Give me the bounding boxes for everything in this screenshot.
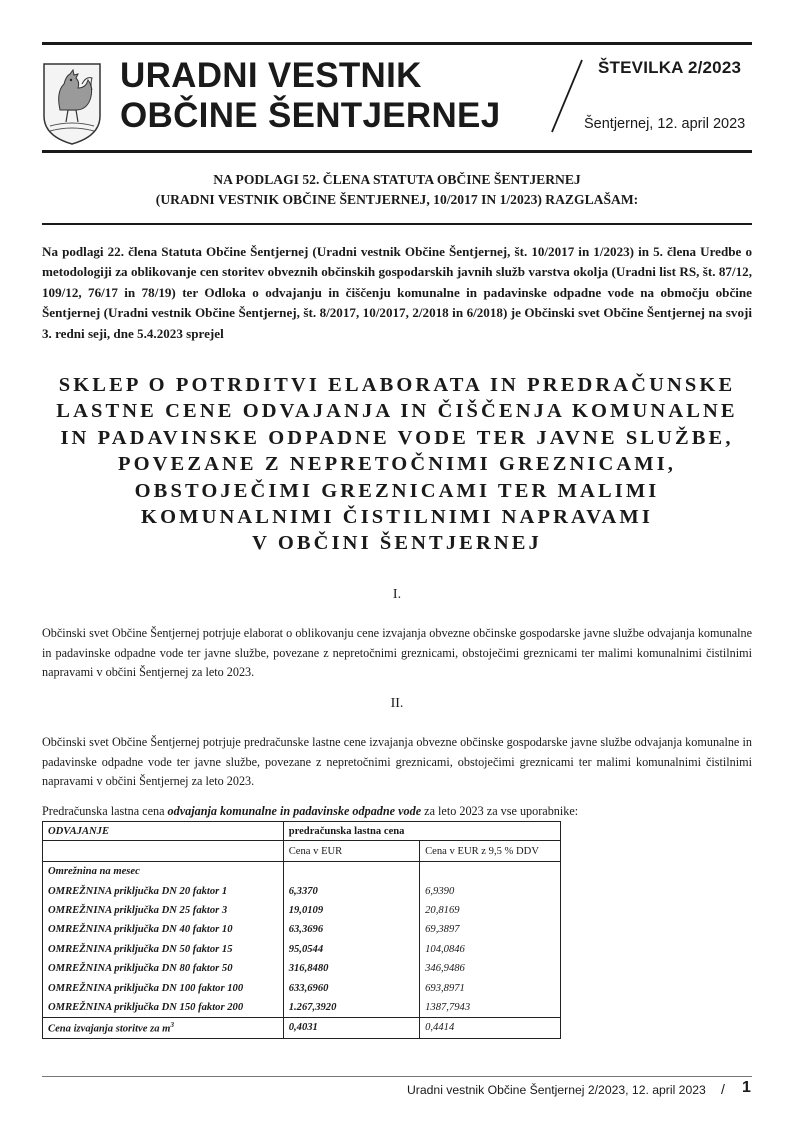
section-number-1: I.: [392, 587, 402, 602]
price-eur-vat: 346,9486: [420, 959, 561, 978]
footer-separator: /: [721, 1081, 725, 1097]
masthead-divider: [548, 58, 588, 134]
price-eur: 316,8480: [283, 959, 419, 978]
service-label-sup: 3: [170, 1021, 174, 1030]
decree-title-line: SKLEP O POTRDITVI ELABORATA IN PREDRAČUNSKE: [58, 374, 736, 396]
price-table: [42, 821, 561, 1039]
coat-of-arms-icon: [42, 62, 102, 146]
publication-title-line1: URADNI VESTNIK: [120, 56, 422, 95]
section-1-text: Občinski svet Občine Šentjernej potrjuje elaborat o oblikovanju cene izvajanja obvezne občinske gospodarske javne službe odvajanja komunalne in padavinske odpadne vode ter javne službe, povezane z nepretočnimi greznicami, obstoječimi greznicami ter malimi komunalnimi čistilnimi napravami v občini Šentjernej za leto 2023.: [42, 626, 752, 680]
decree-title: [42, 372, 752, 557]
price-eur-vat: 69,3897: [420, 920, 561, 939]
price-eur: 0,4031: [283, 1018, 419, 1038]
price-eur-vat: 693,8971: [420, 978, 561, 997]
table-header-group: predračunska lastna cena: [283, 822, 560, 841]
row-label: OMREŽNINA priključka DN 40 faktor 10: [43, 920, 284, 939]
row-label: OMREŽNINA priključka DN 25 faktor 3: [43, 901, 284, 920]
table-row: [43, 1018, 561, 1038]
table-row: [43, 901, 561, 920]
table-cell-empty: [43, 841, 284, 862]
price-eur: 95,0544: [283, 940, 419, 959]
publication-title-line2: OBČINE ŠENTJERNEJ: [120, 96, 501, 135]
issue-number: ŠTEVILKA 2/2023: [598, 58, 742, 77]
preamble-line2: (URADNI VESTNIK OBČINE ŠENTJERNEJ, 10/2017 IN 1/2023) RAZGLAŠAM:: [155, 192, 639, 207]
service-price-label: [43, 1018, 284, 1038]
table-cell-empty: [420, 862, 561, 882]
price-eur-vat: 1387,7943: [420, 998, 561, 1018]
row-label: OMREŽNINA priključka DN 20 faktor 1: [43, 881, 284, 900]
table-header-label: ODVAJANJE: [43, 822, 284, 841]
section-2-text: Občinski svet Občine Šentjernej potrjuje predračunske lastne cene izvajanja obvezne občinske gospodarske javne službe odvajanja komunalne in padavinske odpadne vode ter javne službe, povezane z nepretočnimi greznicami, obstoječimi greznicami ter malimi komunalnimi čistilnimi napravami v občini Šentjernej za leto 2023.: [42, 735, 752, 789]
issue-date: Šentjernej, 12. april 2023: [584, 116, 746, 132]
row-label: OMREŽNINA priključka DN 100 faktor 100: [43, 978, 284, 997]
price-eur: 63,3696: [283, 920, 419, 939]
price-eur-vat: 0,4414: [420, 1018, 561, 1038]
section-number-2: II.: [390, 696, 404, 711]
table-row: [43, 959, 561, 978]
masthead-bottom-rule: [42, 150, 752, 153]
preamble-rule: [42, 223, 752, 225]
footer-publication: Uradni vestnik Občine Šentjernej 2/2023, 12. april 2023: [407, 1083, 706, 1097]
service-label-text: Cena izvajanja storitve za m: [48, 1023, 171, 1035]
table-row: [43, 940, 561, 959]
legal-basis-paragraph: Na podlagi 22. člena Statuta Občine Šentjernej (Uradni vestnik Občine Šentjernej, št. 10/2017 in 1/2023) in 5. člena Uredbe o metodologiji za oblikovanje cen storitev obveznih občinskih gospodarskih javnih služb varstva okolja (Uradni list RS, št. 87/12, 109/12, 76/17 in 78/19) ter Odloka o odvajanju in čiščenju komunalne in padavinske odpadne vode na območju občine Šentjernej (Uradni vestnik Občine Šentjernej, št. 8/2017, 10/2017, 2/2018 in 6/2018) je Občinski svet Občine Šentjernej na svoji 3. redni seji, dne 5.4.2023 sprejel: [42, 244, 752, 341]
row-label: OMREŽNINA priključka DN 80 faktor 50: [43, 959, 284, 978]
table-subheader-row: [43, 841, 561, 862]
table-row: [43, 978, 561, 997]
decree-title-line: POVEZANE Z NEPRETOČNIMI GREZNICAMI,: [117, 453, 677, 476]
decree-title-line: LASTNE CENE ODVAJANJA IN ČIŠČENJA KOMUNALNE: [56, 400, 738, 423]
table-caption-text: Predračunska lastna cena: [42, 804, 168, 818]
row-label: OMREŽNINA priključka DN 50 faktor 15: [43, 940, 284, 959]
table-caption-emphasis: odvajanja komunalne in padavinske odpadne vode: [167, 804, 422, 818]
price-eur: 6,3370: [283, 881, 419, 900]
decree-title-line: V OBČINI ŠENTJERNEJ: [252, 532, 542, 555]
decree-title-line: IN PADAVINSKE ODPADNE VODE TER JAVNE SLUŽBE,: [60, 426, 734, 449]
decree-title-line: KOMUNALNIMI ČISTILNIMI NAPRAVAMI: [141, 506, 653, 529]
footer-rule: [42, 1076, 752, 1077]
table-section-label: Omrežnina na mesec: [43, 862, 284, 882]
row-label: OMREŽNINA priključka DN 150 faktor 200: [43, 998, 284, 1018]
promulgation-preamble: [42, 170, 752, 210]
column-header-eur: Cena v EUR: [283, 841, 419, 862]
table-header-row: [43, 822, 561, 841]
table-row: [43, 920, 561, 939]
price-eur: 633,6960: [283, 978, 419, 997]
table-row: [43, 862, 561, 882]
decree-title-line: OBSTOJEČIMI GREZNICAMI TER MALIMI: [134, 479, 660, 502]
table-caption: [42, 804, 578, 819]
table-row: [43, 998, 561, 1018]
table-caption-text: za leto 2023 za vse uporabnike:: [421, 804, 579, 818]
page-number: 1: [742, 1079, 751, 1096]
top-rule: [42, 42, 752, 45]
preamble-line1: NA PODLAGI 52. ČLENA STATUTA OBČINE ŠENTJERNEJ: [213, 172, 581, 187]
table-cell-empty: [283, 862, 419, 882]
price-eur-vat: 6,9390: [420, 881, 561, 900]
price-eur: 19,0109: [283, 901, 419, 920]
publication-title: [120, 56, 500, 136]
price-eur: 1.267,3920: [283, 998, 419, 1018]
table-row: [43, 881, 561, 900]
column-header-eur-vat: Cena v EUR z 9,5 % DDV: [420, 841, 561, 862]
price-eur-vat: 104,0846: [420, 940, 561, 959]
price-eur-vat: 20,8169: [420, 901, 561, 920]
